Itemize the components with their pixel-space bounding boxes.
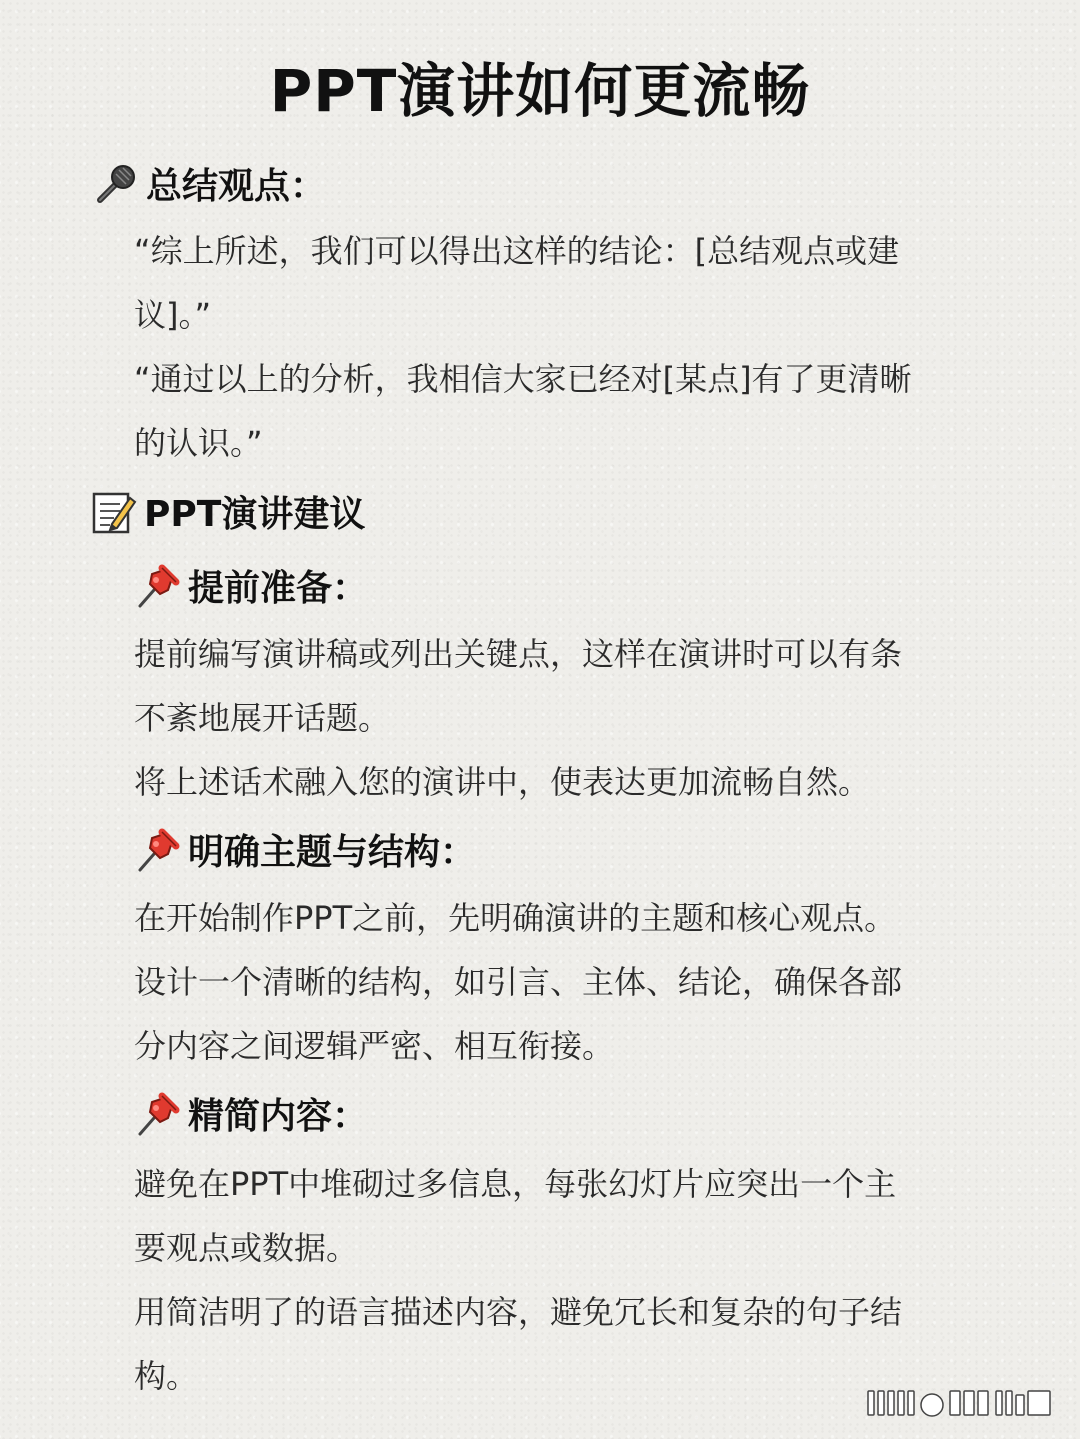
text-line: 设计一个清晰的结构，如引言、主体、结论，确保各部 [134, 963, 903, 1001]
text-line: “通过以上的分析，我相信大家已经对[某点]有了更清晰 [134, 360, 912, 398]
text-line: “综上所述，我们可以得出这样的结论：[总结观点或建 [134, 232, 900, 270]
section-heading-advice [90, 486, 365, 537]
section-heading-concise [134, 1088, 368, 1139]
text-line: 不紊地展开话题。 [134, 699, 391, 737]
section-heading-text: 提前准备： [188, 568, 369, 609]
section-heading-text: PPT演讲建议 [144, 494, 366, 535]
text-line: 的认识。” [134, 424, 263, 462]
text-line: 将上述话术融入您的演讲中，使表达更加流畅自然。 [134, 763, 871, 801]
section-body-structure [134, 886, 994, 1078]
text-line: 用简洁明了的语言描述内容，避免冗长和复杂的句子结 [134, 1293, 903, 1331]
text-line: 提前编写演讲稿或列出关键点，这样在演讲时可以有条 [134, 635, 903, 673]
section-heading-prepare [134, 560, 368, 611]
pushpin-icon [134, 1090, 182, 1138]
pushpin-icon [134, 826, 182, 874]
section-body-summary [134, 219, 994, 475]
pushpin-icon [134, 562, 182, 610]
text-line: 分内容之间逻辑严密、相互衔接。 [134, 1027, 615, 1065]
section-body-concise [134, 1152, 994, 1408]
section-body-prepare [134, 622, 994, 814]
section-heading-summary [92, 158, 326, 209]
memo-icon [90, 488, 138, 536]
section-heading-text: 精简内容： [188, 1096, 369, 1137]
page-title: PPT演讲如何更流畅 [269, 57, 811, 125]
text-line: 构。 [134, 1357, 199, 1395]
text-line: 避免在PPT中堆砌过多信息，每张幻灯片应突出一个主 [134, 1165, 897, 1203]
text-line: 在开始制作PPT之前，先明确演讲的主题和核心观点。 [134, 899, 897, 937]
text-line: 议]。” [134, 296, 212, 334]
microphone-icon [92, 160, 140, 208]
text-line: 要观点或数据。 [134, 1229, 359, 1267]
section-heading-structure [134, 824, 476, 875]
section-heading-text: 明确主题与结构： [188, 832, 477, 873]
section-heading-text: 总结观点： [146, 166, 327, 207]
watermark-logo [866, 1385, 1056, 1421]
